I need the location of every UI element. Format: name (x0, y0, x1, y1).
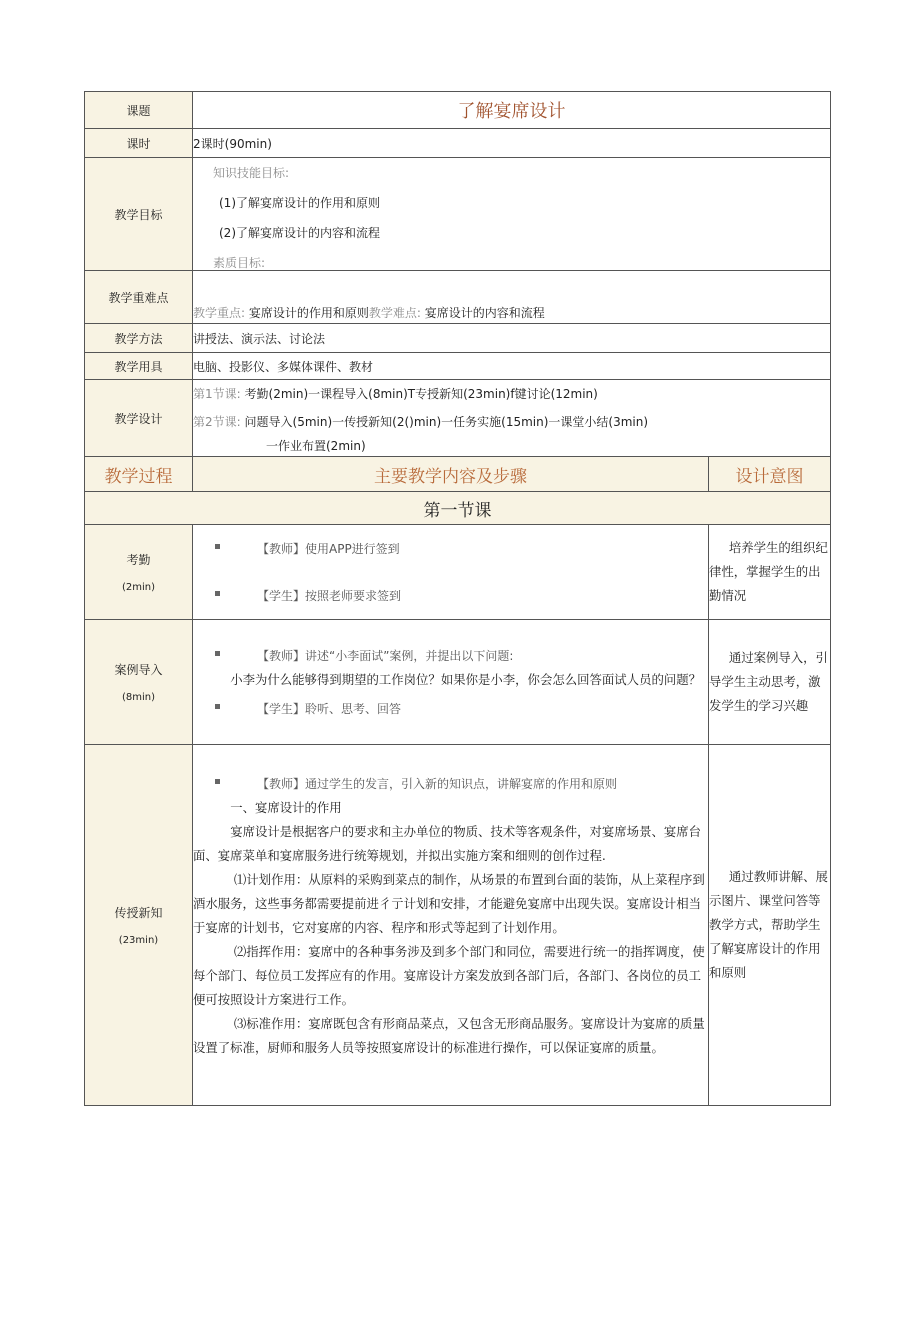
topic-title: 了解宴席设计 (193, 92, 831, 129)
stage-time: (8min) (121, 692, 156, 703)
list-item: 【教师】讲述“小李面试”案例，并提出以下问题: (193, 647, 708, 664)
difficult-label: 教学难点: (368, 306, 421, 320)
section-title: 第一节课 (85, 492, 831, 525)
stage-case-intro (85, 620, 831, 745)
row-objectives (85, 158, 831, 271)
lesson-plan-table (84, 91, 831, 1106)
content-paragraph: ⑶标准作用：宴席既包含有形商品菜点，又包含无形商品服务。宴席设计为宴席的质量设置了标准，厨师和服务人员等按照宴席设计的标准进行操作，可以保证宴席的质量。 (193, 1016, 705, 1055)
lesson2-plan-cont: 一作业布置(2min) (266, 439, 366, 453)
stage-attendance (85, 525, 831, 620)
objective-item-2: (2)了解宴席设计的内容和流程 (219, 226, 380, 240)
objective-item-1: (1)了解宴席设计的作用和原则 (219, 196, 380, 210)
bullet-icon (215, 779, 220, 784)
row-key-points (85, 271, 831, 324)
list-item: 【学生】聆听、思考、回答 (193, 700, 708, 717)
key-point: 宴席设计的作用和原则 (248, 306, 369, 320)
objectives-content (193, 158, 830, 270)
stage-intent: 通过案例导入，引导学生主动思考，激发学生的学习兴趣 (709, 620, 831, 745)
bullet-icon (215, 704, 220, 709)
row-tools (85, 353, 831, 380)
stage-name: 案例导入 (114, 663, 163, 677)
col-intent: 设计意图 (709, 457, 831, 492)
key-points-label: 教学重难点 (85, 271, 193, 324)
row-design (85, 380, 831, 457)
difficult-point: 宴席设计的内容和流程 (424, 306, 545, 320)
stage-name: 考勤 (126, 553, 151, 567)
bullet-icon (215, 591, 220, 596)
list-item: 【教师】使用APP进行签到 (193, 540, 708, 557)
bullet-icon (215, 544, 220, 549)
bullet-icon (215, 651, 220, 656)
stage-new-knowledge (85, 745, 831, 1106)
quality-title: 素质目标: (213, 256, 266, 270)
lesson1-plan: 第1节课: 考勤(2min)一课程导入(8min)T专授新知(23min)f键讨论(12min) (193, 387, 598, 401)
hours-value: 2课时(90min) (193, 129, 831, 158)
method-label: 教学方法 (85, 324, 193, 353)
content-paragraph: ⑴计划作用：从原料的采购到菜点的制作，从场景的布置到台面的装饰，从上菜程序到酒水服务，这些事务都需要提前进彳亍计划和安排，才能避免宴席中出现失误。宴席设计相当于宴席的计划书，它对宴席的内容、程序和形式等起到了计划作用。 (193, 872, 705, 935)
design-label: 教学设计 (85, 380, 193, 457)
content-paragraph: ⑵指挥作用：宴席中的各种事务涉及到多个部门和同位，需要进行统一的指挥调度，使每个部门、每位员工发挥应有的作用。宴席设计方案发放到各部门后，各部门、各岗位的员工便可按照设计方案进行工作。 (193, 944, 705, 1007)
list-item: 【学生】按照老师要求签到 (193, 587, 708, 604)
topic-label: 课题 (85, 92, 193, 129)
row-hours (85, 129, 831, 158)
tools-label: 教学用具 (85, 353, 193, 380)
objectives-label: 教学目标 (85, 158, 193, 271)
lesson-plan-sheet (84, 91, 830, 1106)
stage-intent: 培养学生的组织纪律性，掌握学生的出勤情况 (709, 525, 831, 620)
stage-intent: 通过教师讲解、展示图片、课堂问答等教学方式，帮助学生了解宴席设计的作用和原则 (709, 745, 831, 1106)
row-method (85, 324, 831, 353)
case-question: 小李为什么能够得到期望的工作岗位？如果你是小李，你会怎么回答面试人员的问题？ (230, 672, 702, 687)
tools-value: 电脑、投影仪、多媒体课件、教材 (193, 353, 831, 380)
col-process: 教学过程 (85, 457, 193, 492)
col-content: 主要教学内容及步骤 (193, 457, 709, 492)
method-value: 讲授法、演示法、讨论法 (193, 324, 831, 353)
content-paragraph: 宴席设计是根据客户的要求和主办单位的物质、技术等客观条件，对宴席场景、宴席台面、宴席菜单和宴席服务进行统筹规划，并拟出实施方案和细则的创作过程. (193, 824, 702, 863)
stage-name: 传授新知 (114, 906, 163, 920)
section-row (85, 492, 831, 525)
list-item: 【教师】通过学生的发言，引入新的知识点，讲解宴席的作用和原则 (193, 775, 708, 792)
stage-time: (23min) (118, 935, 159, 946)
stage-time: (2min) (121, 582, 156, 593)
lesson2-plan: 第2节课: 问题导入(5min)一传授新知(2()min)一任务实施(15min)一课堂小结(3min) (193, 415, 649, 429)
knowledge-title: 知识技能目标: (213, 166, 290, 180)
section-heading: 一、宴席设计的作用 (230, 800, 342, 815)
key-point-label: 教学重点: (193, 306, 246, 320)
hours-label: 课时 (85, 129, 193, 158)
row-topic (85, 92, 831, 129)
column-headers (85, 457, 831, 492)
